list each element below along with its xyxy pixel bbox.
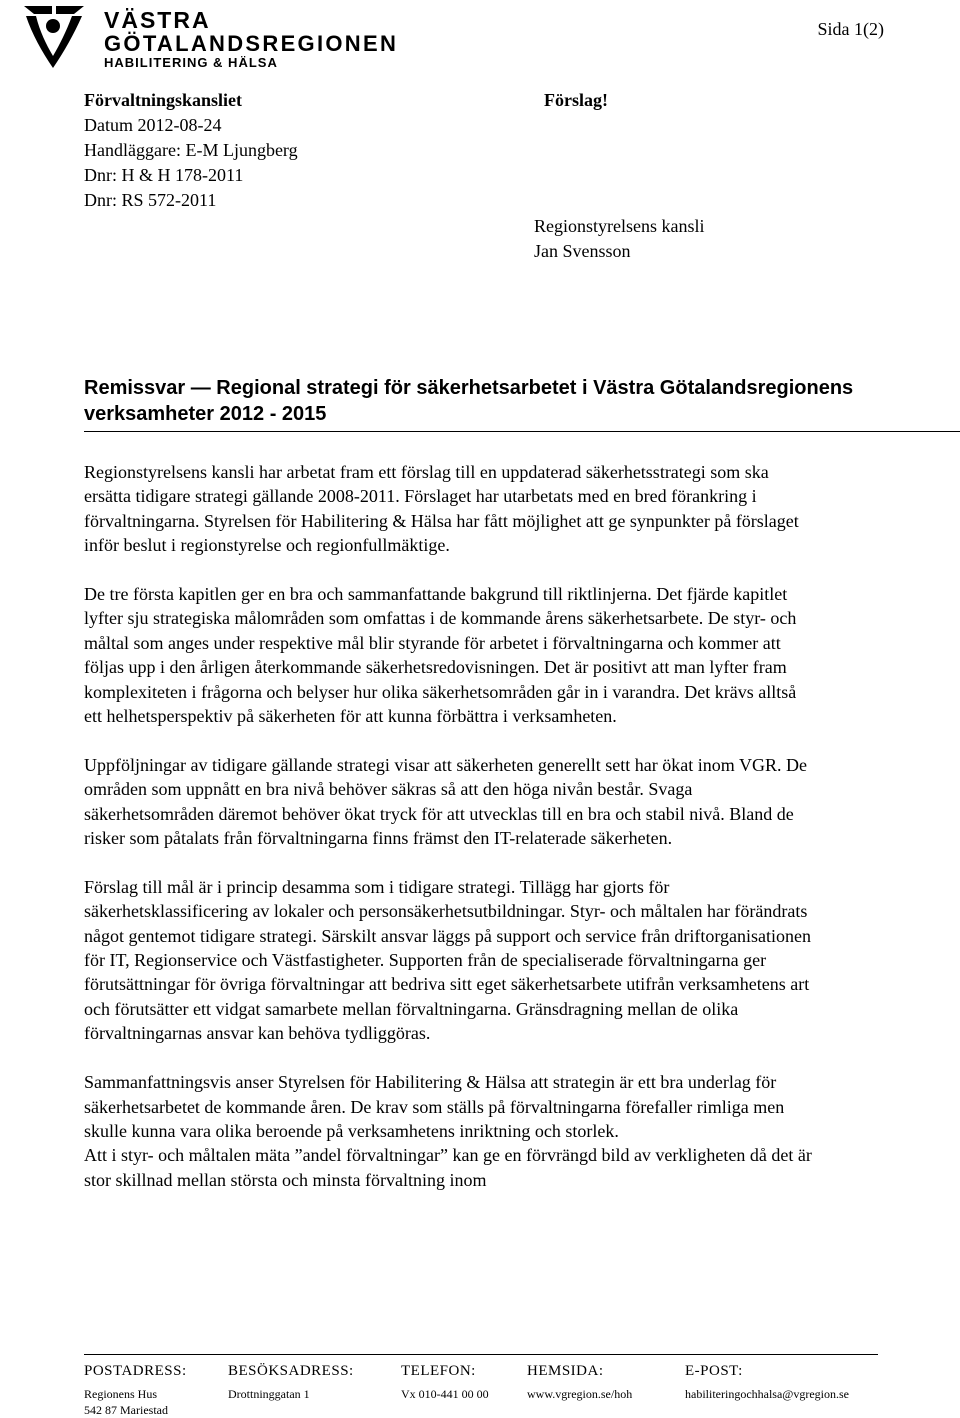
footer-telefon <box>401 1362 489 1402</box>
footer-besoksadress <box>228 1362 354 1402</box>
footer-besoksadress-label: BESÖKSADRESS: <box>228 1363 354 1379</box>
footer-postadress-line1: Regionens Hus <box>84 1387 157 1401</box>
diary-number-hh: Dnr: H & H 178-2011 <box>84 165 244 185</box>
handler-name: Handläggare: E-M Ljungberg <box>84 140 298 160</box>
logo-text-habilitering-halsa: HABILITERING & HÄLSA <box>104 55 278 70</box>
footer-besoksadress-value: Drottninggatan 1 <box>228 1387 310 1401</box>
logo-text-gotalandsregionen: GÖTALANDSREGIONEN <box>104 31 399 56</box>
document-body <box>84 460 814 1192</box>
footer-telefon-value: Vx 010-441 00 00 <box>401 1387 489 1401</box>
body-paragraph: Regionstyrelsens kansli har arbetat fram ett förslag till en uppdaterad säkerhetsstrategi som ska ersätta tidigare strategi gällande 2008-2011. Förslaget har utarbetats med en bred förankring i förvaltningarna. Styrelsen för Habilitering & Hälsa har fått möjlighet att ge synpunkter på förslaget inför beslut i regionstyrelse och regionfullmäktige. <box>84 462 799 556</box>
body-paragraph: De tre första kapitlen ger en bra och sammanfattande bakgrund till riktlinjerna. Det fjärde kapitlet lyfter sju strategiska målområden som omfattas i de kommande årens säkerhetsarbete. De styr- och måltal som anges under respektive mål blir styrande för arbetet i förvaltningarna och kommer att följas upp i den årligen återkommande säkerhetsredovisningen. Det är positivt att man lyfter fram komplexiteten i frågorna och belyser hur olika säkerhetsområden går in i varandra. Det krävs alltså ett helhetsperspektiv på säkerheten för att kunna förbättra i verksamheten. <box>84 584 797 727</box>
recipient-block <box>534 214 704 264</box>
footer-hemsida-link[interactable]: www.vgregion.se/hoh <box>527 1387 633 1401</box>
footer-divider <box>84 1354 878 1355</box>
title-divider <box>84 431 960 432</box>
logo-text-vastra: VÄSTRA <box>104 7 211 33</box>
footer-epost <box>685 1362 849 1402</box>
draft-status-label: Förslag! <box>544 90 608 110</box>
footer-telefon-label: TELEFON: <box>401 1363 476 1379</box>
recipient-office: Regionstyrelsens kansli <box>534 216 705 236</box>
body-paragraph: Förslag till mål är i princip desamma som i tidigare strategi. Tillägg har gjorts för säkerhetsklassificering av lokaler och personsäkerhetsutbildningar. Styr- och måltalen har förändrats något gentemot tidigare strategi. Särskilt ansvar läggs på support och service från driftorganisationen för IT, Regionservice och Västfastigheter. Supporten från de specialiserade förvaltningarna ger förutsättningar för övriga förvaltningar att bedriva sitt eget säkerhetsarbete utifrån verksamhetens art och förutsätter ett vidgat samarbete mellan förvaltningarna. Gränsdragning mellan de olika förvaltningarnas ansvar kan behöva tydliggöras. <box>84 876 811 1044</box>
footer-epost-link[interactable]: habiliteringochhalsa@vgregion.se <box>685 1387 850 1401</box>
footer-postadress <box>84 1362 187 1418</box>
footer-hemsida <box>527 1362 632 1402</box>
vgr-logo-mark-icon <box>22 4 86 70</box>
diary-number-rs: Dnr: RS 572-2011 <box>84 190 217 210</box>
sender-block <box>84 88 298 213</box>
document-date: Datum 2012-08-24 <box>84 115 222 135</box>
body-paragraph: Att i styr- och måltalen mäta ”andel förvaltningar” kan ge en förvrängd bild av verkligheten då det är stor skillnad mellan största och minsta förvaltning inom <box>84 1145 812 1190</box>
body-paragraph: Uppföljningar av tidigare gällande strategi visar att säkerheten generellt sett har ökat inom VGR. De områden som uppnått en bra nivå behöver säkras så att den höga nivån består. Svaga säkerhetsområden däremot behöver ökat tryck för att utvecklas till en bra och stabil nivå. Bland de risker som påtalats från förvaltningarna finns främst den IT-relaterade säkerheten. <box>84 754 807 849</box>
sender-department: Förvaltningskansliet <box>84 90 243 110</box>
footer-postadress-label: POSTADRESS: <box>84 1363 187 1379</box>
page-number: Sida 1(2) <box>817 19 884 39</box>
footer-hemsida-label: HEMSIDA: <box>527 1363 604 1379</box>
document-title: Remissvar — Regional strategi för säkerhetsarbetet i Västra Götalandsregionens verksamheter 2012 - 2015 <box>84 377 854 425</box>
footer-epost-label: E-POST: <box>685 1363 743 1379</box>
recipient-name: Jan Svensson <box>534 241 631 261</box>
body-paragraph: Sammanfattningsvis anser Styrelsen för Habilitering & Hälsa att strategin är ett bra underlag för säkerhetsarbetet de kommande åren. De krav som ställs på förvaltningarna förefaller rimliga men skulle kunna vara olika beroende på verksamhetens inriktning och storlek. <box>84 1072 785 1141</box>
organization-logo <box>22 4 399 72</box>
footer-postadress-line2: 542 87 Mariestad <box>84 1403 168 1417</box>
